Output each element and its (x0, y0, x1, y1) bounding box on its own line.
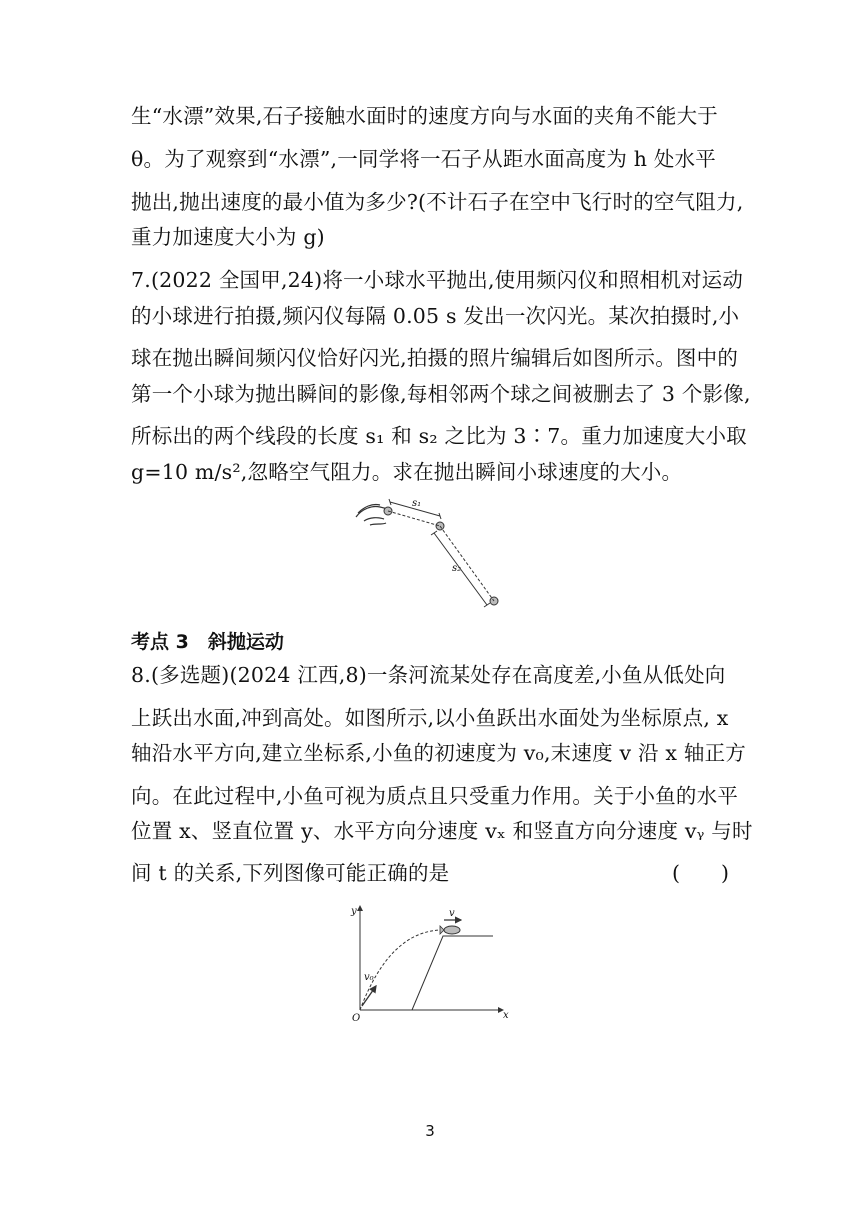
s1-label: s₁ (412, 498, 422, 509)
x-axis-label: x (503, 1010, 509, 1021)
text-line: 生“水漂”效果,石子接触水面时的速度方向与水面的夹角不能大于 (131, 104, 718, 128)
text-line: 向。在此过程中,小鱼可视为质点且只受重力作用。关于小鱼的水平 (131, 784, 739, 808)
text-line: 球在抛出瞬间频闪仪恰好闪光,拍摄的照片编辑后如图所示。图中的 (131, 346, 739, 370)
answer-blank[interactable]: ( ) (672, 861, 729, 885)
text-line: 位置 x、竖直位置 y、水平方向分速度 vₓ 和竖直方向分速度 vᵧ 与时 (131, 819, 753, 843)
trajectory (360, 930, 443, 1010)
page-number: 3 (425, 1122, 435, 1140)
text-line: θ。为了观察到“水漂”,一同学将一石子从距水面高度为 h 处水平 (131, 147, 716, 171)
text-line: 上跃出水面,冲到高处。如图所示,以小鱼跃出水面处为坐标原点, x (131, 706, 729, 730)
section-heading: 考点 3 斜抛运动 (131, 631, 284, 653)
text-line: 所标出的两个线段的长度 s₁ 和 s₂ 之比为 3∶7。重力加速度大小取 (131, 424, 747, 448)
hand-icon (356, 504, 388, 525)
s2-label: s₂ (452, 563, 462, 574)
fish-jump-figure (345, 900, 520, 1025)
text-line: 的小球进行拍摄,频闪仪每隔 0.05 s 发出一次闪光。某次拍摄时,小 (131, 304, 740, 328)
strobe-ball-figure (350, 495, 510, 610)
river-bank (412, 936, 493, 1010)
fish-icon (444, 926, 460, 934)
text-line: 抛出,抛出速度的最小值为多少?(不计石子在空中飞行时的空气阻力, (131, 190, 744, 214)
v-label: v (449, 908, 455, 919)
text-line: 轴沿水平方向,建立坐标系,小鱼的初速度为 v₀,末速度 v 沿 x 轴正方 (131, 741, 746, 765)
text-line: g=10 m/s²,忽略空气阻力。求在抛出瞬间小球速度的大小。 (131, 460, 683, 484)
text-line: 间 t 的关系,下列图像可能正确的是 (131, 861, 450, 885)
text-line: 第一个小球为抛出瞬间的影像,每相邻两个球之间被删去了 3 个影像, (131, 382, 751, 406)
question-7-line: 7.(2022 全国甲,24)将一小球水平抛出,使用频闪仪和照相机对运动 (131, 268, 744, 292)
y-axis-label: y (351, 906, 357, 917)
v0-label: v₀ (364, 972, 374, 983)
text-line: 重力加速度大小为 g) (131, 225, 325, 249)
question-8-line: 8.(多选题)(2024 江西,8)一条河流某处存在高度差,小鱼从低处向 (131, 663, 726, 687)
origin-label: O (352, 1013, 361, 1024)
